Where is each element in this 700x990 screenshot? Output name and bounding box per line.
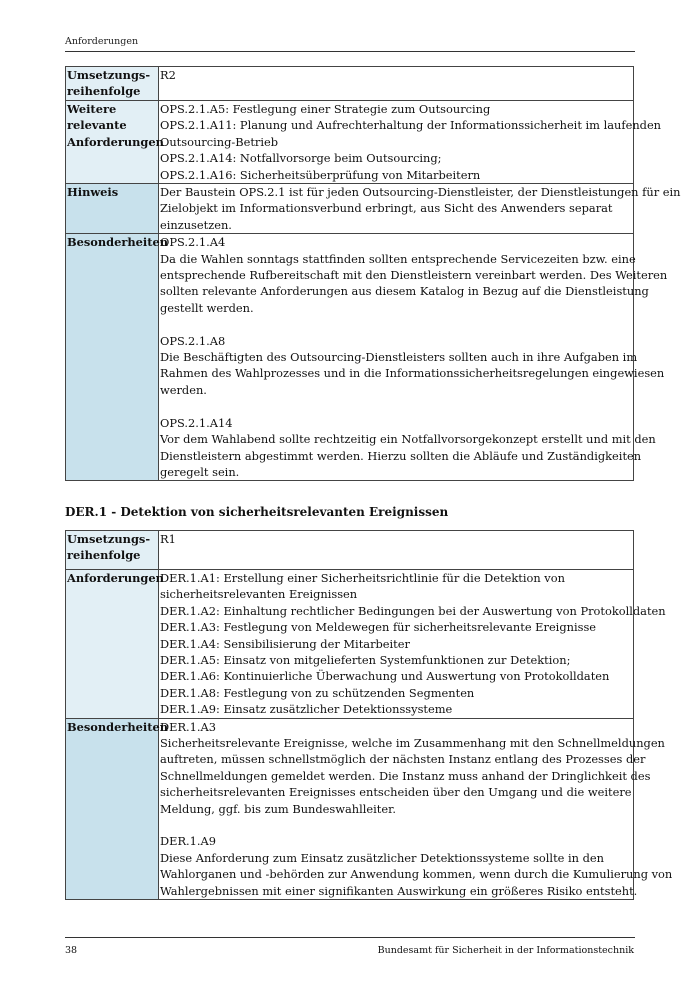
block-line: werden. <box>160 382 207 397</box>
reihenfolge-label-cell <box>66 531 159 570</box>
publisher-name: Bundesamt für Sicherheit in der Informationstechnik <box>377 945 634 956</box>
besonderheiten-label-cell <box>66 718 169 899</box>
block-line: entsprechende Rufbereitschaft mit den Dienstleistern vereinbart werden. Des Weiteren <box>160 268 668 283</box>
block-line: Wahlergebnissen mit einer signifikanten Auswirkung ein größeres Risiko entsteht. <box>160 883 638 898</box>
hint-line: einzusetzen. <box>160 217 232 232</box>
anforderungen-label-cell <box>66 570 164 719</box>
requirement-line: DER.1.A8: Festlegung von zu schützenden Segmenten <box>160 685 475 700</box>
footer-rule <box>65 937 635 938</box>
row-label: Anforderungen <box>67 134 164 149</box>
row-label: Besonderheiten <box>67 719 169 734</box>
row-label: Besonderheiten <box>67 235 169 250</box>
block-gap <box>160 817 633 833</box>
header-rule <box>65 51 635 52</box>
block-line: Da die Wahlen sonntags stattfinden sollten entsprechende Servicezeiten bzw. eine <box>160 251 636 266</box>
block-line: Rahmen des Wahlprozesses und in die Informationssicherheitsregelungen eingewiesen <box>160 366 665 381</box>
block-line: Wahlorganen und -behörden zur Anwendung kommen, wenn durch die Kumulierung von <box>160 867 673 882</box>
row-label: relevante <box>67 118 127 133</box>
block-line: Schnellmeldungen gemeldet werden. Die Instanz muss anhand der Dringlichkeit des <box>160 768 651 783</box>
table-row <box>66 570 634 719</box>
requirement-line: OPS.2.1.A16: Sicherheitsüberprüfung von Mitarbeitern <box>160 167 481 182</box>
row-label: Umsetzungs- <box>67 68 151 82</box>
requirement-line: DER.1.A2: Einhaltung rechtlicher Bedingungen bei der Auswertung von Protokolldaten <box>160 603 666 618</box>
block-id: OPS.2.1.A4 <box>160 235 226 250</box>
block-gap <box>160 398 633 414</box>
page-number: 38 <box>65 945 78 956</box>
block-id: OPS.2.1.A8 <box>160 333 226 348</box>
row-label: Umsetzungs- <box>67 532 151 546</box>
requirement-line: DER.1.A5: Einsatz von mitgelieferten Systemfunktionen zur Detektion; <box>160 653 571 668</box>
block-line: Vor dem Wahlabend sollte rechtzeitig ein Notfallvorsorgekonzept erstellt und mit den <box>160 432 656 447</box>
row-label: Anforderungen <box>67 571 164 585</box>
section-title: DER.1 - Detektion von sicherheitsrelevanten Ereignissen <box>65 505 449 519</box>
table-row <box>66 184 634 234</box>
row-label: reihenfolge <box>67 84 141 99</box>
block-line: Meldung, ggf. bis zum Bundeswahlleiter. <box>160 801 396 816</box>
anforderungen-value-cell <box>159 570 666 719</box>
reihenfolge-value-cell <box>159 531 634 570</box>
reihenfolge-value-cell <box>159 67 634 101</box>
requirement-line: OPS.2.1.A11: Planung und Aufrechterhaltung der Informationssicherheit im laufenden <box>160 118 662 133</box>
block-id: OPS.2.1.A14 <box>160 415 233 430</box>
der-requirements-table <box>65 530 673 900</box>
besonderheiten-value-cell <box>159 234 668 481</box>
block-id: DER.1.A9 <box>160 834 216 849</box>
running-header: Anforderungen <box>65 36 139 47</box>
ops-requirements-table <box>65 66 681 481</box>
requirement-line: DER.1.A3: Festlegung von Meldewegen für sicherheitsrelevante Ereignisse <box>160 620 597 635</box>
block-line: gestellt werden. <box>160 300 254 315</box>
requirement-line: DER.1.A4: Sensibilisierung der Mitarbeiter <box>160 636 410 651</box>
requirement-line: DER.1.A6: Kontinuierliche Überwachung und Auswertung von Protokolldaten <box>160 669 610 684</box>
table-row <box>66 234 634 481</box>
requirement-line: sicherheitsrelevanten Ereignissen <box>160 587 358 602</box>
block-line: Die Beschäftigten des Outsourcing-Dienstleisters sollten auch in ihre Aufgaben im <box>160 350 638 365</box>
row-label: Hinweis <box>67 185 119 200</box>
weitere-value-cell <box>159 101 662 184</box>
besonderheiten-label-cell <box>66 234 169 481</box>
weitere-label-cell <box>66 101 164 184</box>
requirement-line: Outsourcing-Betrieb <box>160 134 279 149</box>
row-label: reihenfolge <box>67 548 141 563</box>
besonderheiten-value-cell <box>159 718 673 899</box>
hinweis-label-cell <box>66 184 159 234</box>
block-line: sollten relevante Anforderungen aus diesem Katalog in Bezug auf die Dienstleistung <box>160 284 649 299</box>
block-line: Sicherheitsrelevante Ereignisse, welche im Zusammenhang mit den Schnellmeldungen <box>160 736 665 751</box>
row-label: Weitere <box>67 102 117 116</box>
hint-line: Zielobjekt im Informationsverbund erbringt, aus Sicht des Anwenders separat <box>160 201 613 216</box>
requirement-line: DER.1.A9: Einsatz zusätzlicher Detektionssysteme <box>160 702 453 717</box>
block-line: geregelt sein. <box>160 464 240 479</box>
block-line: Dienstleistern abgestimmt werden. Hierzu sollten die Abläufe und Zuständigkeiten <box>160 448 642 463</box>
requirement-line: OPS.2.1.A5: Festlegung einer Strategie zum Outsourcing <box>160 102 491 116</box>
reihenfolge-value: R2 <box>160 68 176 82</box>
table-row <box>66 101 634 184</box>
hint-line: Der Baustein OPS.2.1 ist für jeden Outsourcing-Dienstleister, der Dienstleistungen für ein <box>160 185 681 200</box>
block-line: sicherheitsrelevanten Ereignisses entscheiden über den Umgang und die weitere <box>160 785 632 800</box>
table-row <box>66 531 634 570</box>
requirement-line: OPS.2.1.A14: Notfallvorsorge beim Outsourcing; <box>160 151 442 166</box>
table-row <box>66 718 634 899</box>
block-line: Diese Anforderung zum Einsatz zusätzlicher Detektionssysteme sollte in den <box>160 850 604 865</box>
requirement-line: DER.1.A1: Erstellung einer Sicherheitsrichtlinie für die Detektion von <box>160 571 565 585</box>
block-line: auftreten, müssen schnellstmöglich der nächsten Instanz entlang des Prozesses der <box>160 752 646 767</box>
reihenfolge-value: R1 <box>160 532 176 546</box>
reihenfolge-label-cell <box>66 67 159 101</box>
table-row <box>66 67 634 101</box>
hinweis-value-cell <box>159 184 681 234</box>
block-id: DER.1.A3 <box>160 719 216 734</box>
block-gap <box>160 316 633 332</box>
